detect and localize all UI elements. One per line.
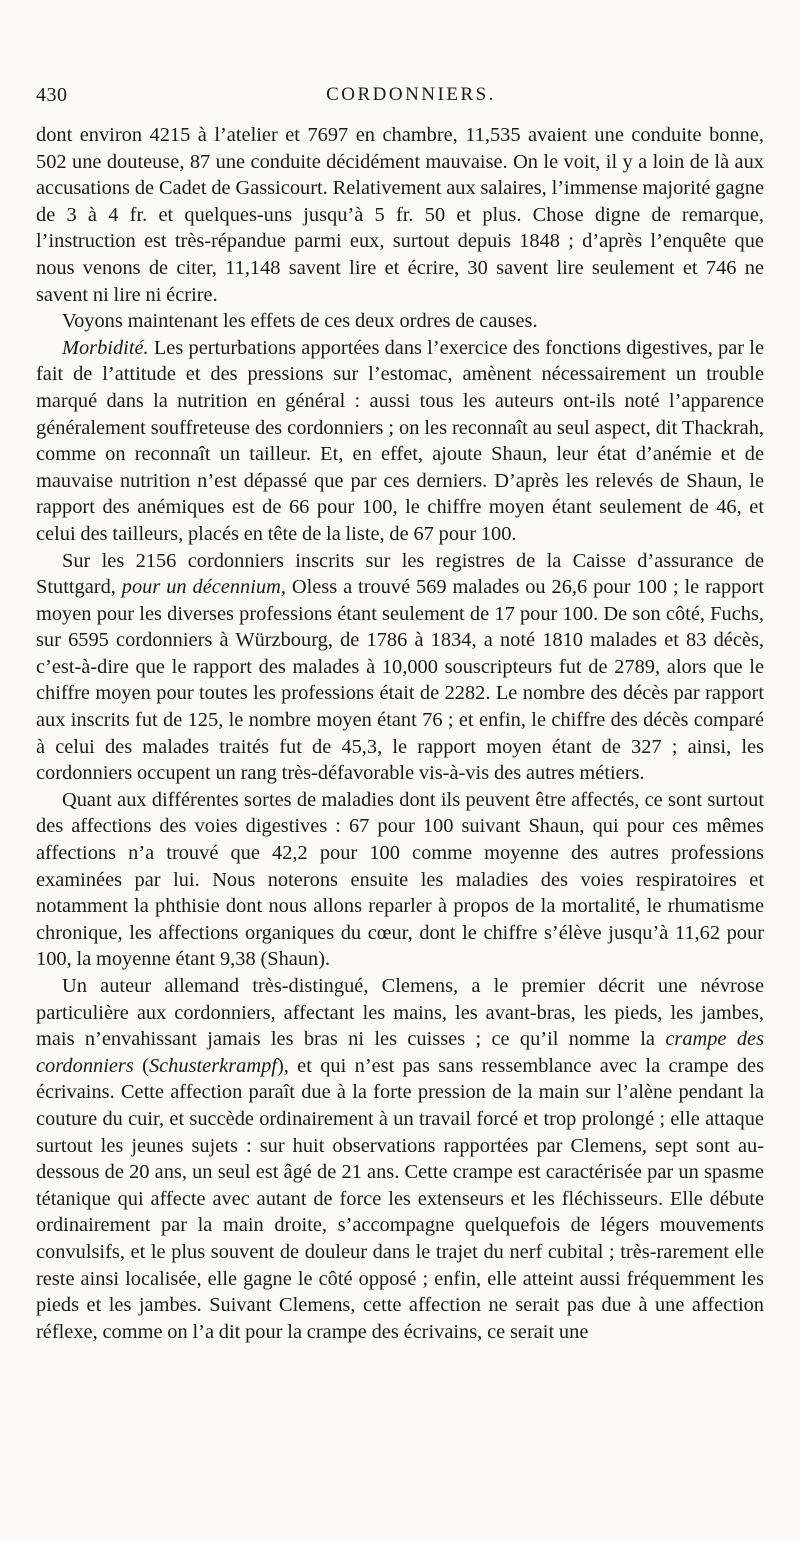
text-segment: Un auteur allemand très-distingué, Clemens, a le premier décrit une névrose particulière aux cordonniers, affectant les mains, les avant-bras, les pieds, les jambes, mais n’envahissant jamais les bras ni les cuisses ; ce qu’il nomme la: [36, 975, 764, 1051]
paragraph-2: [36, 308, 764, 335]
paragraph-6: [36, 973, 764, 1345]
italic-segment: crampe des cordonniers: [36, 1028, 765, 1077]
section-heading-morbidite: Morbidité.: [62, 336, 149, 359]
paragraph-5: [36, 787, 764, 973]
text-segment: ), et qui n’est pas sans ressemblance avec la crampe des écrivains. Cette affection paraît due à la forte pression de la main sur l’alène pendant la couture du cuir, et succède ordinairement à un travail forcé et trop prolongé ; elle attaque surtout les jeunes sujets : sur huit observations rapportées par Clemens, sept sont au-dessous de 20 ans, un seul est âgé de 21 ans. Cette crampe est caractérisée par un spasme tétanique qui affecte avec autant de force les extenseurs et les fléchisseurs. Elle débute ordinairement par la main droite, s’accompagne quelquefois de légers mouvements convulsifs, et le plus souvent de douleur dans le trajet du nerf cubital ; très-rarement elle reste ainsi localisée, elle gagne le côté opposé ; enfin, elle atteint aussi fréquemment les pieds et les jambes. Suivant Clemens, cette affection ne serait pas due à une affection réflexe, comme on l’a dit pour la crampe des écrivains, ce serait une: [36, 1054, 765, 1343]
text-segment: Sur les 2156 cordonniers inscrits sur les registres de la Caisse d’assurance de Stuttgard,: [36, 549, 764, 599]
italic-segment: pour un décennium,: [121, 576, 286, 599]
text-segment: (: [133, 1054, 149, 1077]
text-segment: Les perturbations apportées dans l’exercice des fonctions digestives, par le fait de l’attitude et des pressions sur l’estomac, amènent nécessairement un trouble marqué dans la nutrition en général : aussi tous les auteurs ont-ils noté l’apparence généralement souffreteuse des cordonniers ; on les reconnaît au seul aspect, dit Thackrah, comme on reconnaît un tailleur. Et, en effet, ajoute Shaun, leur état d’anémie et de mauvaise nutrition n’est dépassé que par ces derniers. D’après les relevés de Shaun, le rapport des anémiques est de 66 pour 100, le chiffre moyen étant seulement de 46, et celui des tailleurs, placés en tête de la liste, de 67 pour 100.: [36, 336, 764, 545]
page-number: 430: [36, 84, 68, 106]
italic-segment: Schusterkrampf: [148, 1054, 277, 1077]
paragraph-4: [36, 548, 764, 787]
text-segment: Voyons maintenant les effets de ces deux ordres de causes.: [62, 310, 538, 333]
running-title: CORDONNIERS.: [326, 84, 496, 105]
paragraph-morbidite: [36, 335, 764, 548]
text-segment: dont environ 4215 à l’atelier et 7697 en chambre, 11,535 avaient une conduite bonne, 502 une douteuse, 87 une conduite décidément mauvaise. On le voit, il y a loin de là aux accusations de Cadet de Gassicourt. Relativement aux salaires, l’immense majorité gagne de 3 à 4 fr. et quelques-uns jusqu’à 5 fr. 50 et plus. Chose digne de remarque, l’instruction est très-répandue parmi eux, surtout depuis 1848 ; d’après l’enquête que nous venons de citer, 11,148 savent lire et écrire, 30 savent lire seulement et 746 ne savent ni lire ni écrire.: [36, 124, 764, 306]
text-segment: Oless a trouvé 569 malades ou 26,6 pour 100 ; le rapport moyen pour les diverses professions étant seulement de 17 pour 100. De son côté, Fuchs, sur 6595 cordonniers à Würzbourg, de 1786 à 1834, a noté 1810 malades et 83 décès, c’est-à-dire que le rapport des malades à 10,000 souscripteurs fut de 2789, alors que le chiffre moyen pour toutes les professions était de 2282. Le nombre des décès par rapport aux inscrits fut de 125, le nombre moyen étant 76 ; et enfin, le chiffre des décès comparé à celui des malades traités fut de 45,3, le rapport moyen étant de 327 ; ainsi, les cordonniers occupent un rang très-défavorable vis-à-vis des autres métiers.: [36, 576, 764, 785]
text-segment: Quant aux différentes sortes de maladies dont ils peuvent être affectés, ce sont surtout des affections des voies digestives : 67 pour 100 suivant Shaun, qui pour ces mêmes affections n’a trouvé que 42,2 pour 100 comme moyenne des autres professions examinées par lui. Nous noterons ensuite les maladies des voies respiratoires et notamment la phthisie dont nous allons reparler à propos de la mortalité, le rhumatisme chronique, les affections organiques du cœur, dont le chiffre s’élève jusqu’à 11,62 pour 100, la moyenne étant 9,38 (Shaun).: [36, 788, 764, 971]
paragraph-1: [36, 122, 764, 308]
body-text: [36, 122, 764, 1345]
page-header: [36, 84, 766, 114]
